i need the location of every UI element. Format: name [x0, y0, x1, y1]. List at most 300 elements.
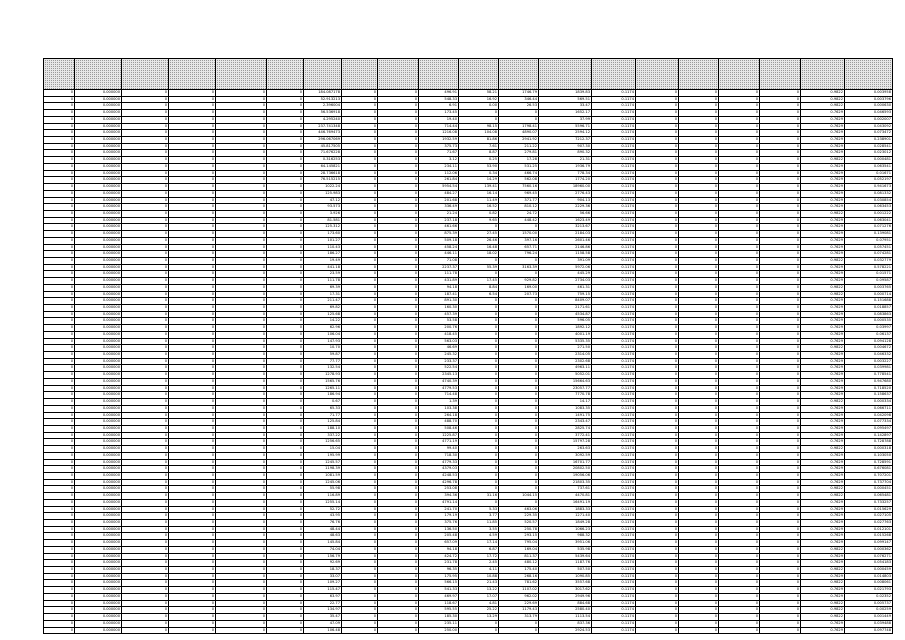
table-cell: 96.35 — [419, 567, 459, 574]
table-cell: 0 — [216, 526, 267, 533]
table-cell: 522.54 — [419, 365, 459, 372]
table-cell: 125.312 — [304, 224, 342, 231]
table-cell: 0 — [342, 331, 378, 338]
table-cell: 0 — [44, 392, 75, 399]
table-cell: 241.70 — [419, 506, 459, 513]
table-cell: 0.7629 — [801, 197, 845, 204]
table-cell: 0 — [169, 573, 216, 580]
table-cell: 229.69 — [499, 600, 539, 607]
table-cell: 0 — [342, 600, 378, 607]
table-cell: 0 — [342, 143, 378, 150]
table-cell: 0 — [636, 627, 679, 634]
table-cell: 0 — [44, 499, 75, 506]
table-cell: 0 — [44, 446, 75, 453]
table-row — [44, 533, 893, 540]
table-cell: 0 — [44, 553, 75, 560]
table-cell: 0 — [267, 533, 304, 540]
table-cell: 16.92 — [459, 96, 499, 103]
table-cell: 566.15 — [419, 580, 459, 587]
table-cell: 0 — [679, 90, 719, 97]
table-cell: 0 — [760, 526, 801, 533]
table-cell: 0 — [342, 224, 378, 231]
table-cell: 810.12 — [499, 204, 539, 211]
table-cell: 0 — [499, 479, 539, 486]
table-cell: 5335.35 — [539, 338, 592, 345]
table-cell: 1849.28 — [539, 520, 592, 527]
table-cell: 0 — [636, 318, 679, 325]
table-cell: 0.000000 — [75, 593, 122, 600]
table-cell: 0 — [679, 452, 719, 459]
table-cell: 0.1174 — [592, 264, 636, 271]
table-cell: 0 — [679, 291, 719, 298]
table-cell: 253.08 — [419, 486, 459, 493]
table-cell: 0 — [378, 392, 419, 399]
table-cell: 0 — [760, 130, 801, 137]
table-cell: 397.16 — [499, 237, 539, 244]
table-cell: 0 — [719, 298, 760, 305]
table-cell: 7212.37 — [539, 137, 592, 144]
table-cell: 0 — [499, 452, 539, 459]
table-cell: 33.07 — [304, 573, 342, 580]
table-cell: 0 — [636, 459, 679, 466]
table-cell: 0.000000 — [75, 163, 122, 170]
table-cell: 541.33 — [419, 587, 459, 594]
table-cell: 0 — [378, 452, 419, 459]
table-row — [44, 197, 893, 204]
table-cell: 0 — [216, 452, 267, 459]
table-cell: 0 — [44, 298, 75, 305]
table-cell: 463.06 — [499, 506, 539, 513]
table-cell: 0 — [44, 137, 75, 144]
table-cell: 0.947680 — [845, 378, 893, 385]
table-cell: 263.63 — [539, 446, 592, 453]
table-cell: 0.1174 — [592, 499, 636, 506]
table-cell: 0 — [760, 311, 801, 318]
table-cell: 16.48 — [459, 244, 499, 251]
table-cell: 0 — [760, 143, 801, 150]
table-cell: 0 — [679, 231, 719, 238]
table-cell: 0 — [679, 244, 719, 251]
table-cell: 94.18 — [419, 546, 459, 553]
table-cell: 0 — [169, 298, 216, 305]
table-cell: 0 — [267, 150, 304, 157]
table-row — [44, 305, 893, 312]
table-cell: 0 — [636, 264, 679, 271]
table-cell: 0 — [169, 553, 216, 560]
table-cell: 0 — [216, 298, 267, 305]
table-cell: 0 — [169, 278, 216, 285]
table-cell: 0 — [719, 278, 760, 285]
table-cell: 0 — [378, 271, 419, 278]
table-cell: 0 — [267, 123, 304, 130]
table-cell: 0 — [44, 157, 75, 164]
table-cell: 0 — [499, 325, 539, 332]
table-cell: 0 — [342, 533, 378, 540]
table-cell: 4470.81 — [539, 493, 592, 500]
table-cell: 0 — [459, 627, 499, 634]
table-cell: 0 — [760, 432, 801, 439]
table-cell: 0.1174 — [592, 103, 636, 110]
table-cell: 0 — [216, 432, 267, 439]
table-cell: 26.46 — [459, 237, 499, 244]
table-cell: 0 — [679, 110, 719, 117]
table-cell: 0 — [636, 251, 679, 258]
table-cell: 0 — [760, 446, 801, 453]
table-row — [44, 157, 893, 164]
table-cell: 52.72 — [304, 506, 342, 513]
table-cell: 0.1174 — [592, 278, 636, 285]
table-cell: 2594.12 — [539, 130, 592, 137]
table-header — [44, 59, 893, 90]
table-cell: 0 — [342, 506, 378, 513]
table-cell: 0 — [760, 103, 801, 110]
table-row — [44, 600, 893, 607]
table-cell: 0 — [267, 345, 304, 352]
table-cell: 0.7629 — [801, 587, 845, 594]
table-cell: 0 — [216, 513, 267, 520]
table-cell: 0 — [267, 358, 304, 365]
table-row — [44, 237, 893, 244]
data-table — [43, 58, 893, 634]
table-cell: 55.98 — [304, 486, 342, 493]
table-cell: 0 — [760, 224, 801, 231]
table-cell: 0 — [378, 620, 419, 627]
table-cell: 0.7629 — [801, 244, 845, 251]
table-cell: 0.000000 — [75, 432, 122, 439]
table-cell: 0.000000 — [75, 607, 122, 614]
table-row — [44, 150, 893, 157]
table-cell: 1245.57 — [304, 459, 342, 466]
table-cell: 296.067069 — [304, 137, 342, 144]
table-cell: 0 — [267, 331, 304, 338]
table-cell: 0 — [636, 553, 679, 560]
table-cell: 0 — [342, 217, 378, 224]
table-cell: 0 — [378, 116, 419, 123]
table-cell: 0 — [719, 224, 760, 231]
table-cell: 0 — [267, 546, 304, 553]
table-cell: 0 — [499, 338, 539, 345]
table-cell: 0 — [719, 520, 760, 527]
table-cell: 0 — [378, 567, 419, 574]
table-cell: 0 — [719, 90, 760, 97]
table-cell: 0.7629 — [801, 405, 845, 412]
table-cell: 0.728591 — [845, 459, 893, 466]
table-row — [44, 170, 893, 177]
table-cell: 0 — [760, 298, 801, 305]
table-cell: 0 — [719, 244, 760, 251]
table-cell: 0 — [760, 392, 801, 399]
table-cell: 35.47 — [304, 614, 342, 621]
table-cell: 0 — [760, 499, 801, 506]
table-cell: 0 — [122, 237, 169, 244]
table-cell: 0.9822 — [801, 493, 845, 500]
table-cell: 0.052197 — [845, 177, 893, 184]
table-row — [44, 103, 893, 110]
table-cell: 0 — [760, 184, 801, 191]
table-cell: 169.04 — [499, 546, 539, 553]
table-cell: 0.000000 — [75, 372, 122, 379]
table-cell: 0.081332 — [845, 190, 893, 197]
table-cell: 0 — [499, 405, 539, 412]
table-cell: 0.1174 — [592, 533, 636, 540]
table-cell: 0 — [169, 150, 216, 157]
table-cell: 0.000459 — [845, 567, 893, 574]
table-cell: 0 — [378, 378, 419, 385]
table-cell: 0 — [719, 573, 760, 580]
table-cell: 0 — [459, 620, 499, 627]
table-cell: 0 — [216, 305, 267, 312]
table-cell: 446.769473 — [304, 130, 342, 137]
table-cell: 76.76 — [304, 520, 342, 527]
table-cell: 0 — [44, 110, 75, 117]
table-cell: 21.24 — [419, 210, 459, 217]
table-cell: 0 — [267, 593, 304, 600]
table-cell: 0.9822 — [801, 96, 845, 103]
table-cell: 0.7629 — [801, 419, 845, 426]
table-cell: 0.000000 — [75, 331, 122, 338]
table-cell: 0.1174 — [592, 217, 636, 224]
table-cell: 0 — [267, 553, 304, 560]
table-cell: 0.7629 — [801, 425, 845, 432]
table-cell: 4771.19 — [419, 439, 459, 446]
table-cell: 0.9822 — [801, 399, 845, 406]
table-cell: 0 — [636, 392, 679, 399]
table-cell: 0 — [760, 163, 801, 170]
table-cell: 371.77 — [499, 197, 539, 204]
table-cell: 0.000000 — [75, 479, 122, 486]
table-cell: 16.52 — [459, 204, 499, 211]
table-cell: 0 — [342, 466, 378, 473]
table-cell: 0 — [216, 311, 267, 318]
table-cell: 0.000000 — [75, 600, 122, 607]
table-cell: 391.09 — [539, 257, 592, 264]
table-cell: 17.31 — [304, 291, 342, 298]
table-cell: 0 — [169, 123, 216, 130]
table-cell: 0.000000 — [75, 318, 122, 325]
table-cell: 0 — [679, 506, 719, 513]
table-cell: 0.000000 — [75, 184, 122, 191]
table-cell: 0.142897 — [845, 432, 893, 439]
table-cell: 5972.06 — [539, 264, 592, 271]
column-header — [760, 59, 801, 90]
table-cell: 250.78 — [499, 526, 539, 533]
table-cell: 0.1174 — [592, 513, 636, 520]
table-cell: 0.9822 — [801, 284, 845, 291]
table-cell: 0 — [342, 425, 378, 432]
table-cell: 0 — [44, 620, 75, 627]
table-cell: 110.43 — [304, 244, 342, 251]
table-cell: 21803.35 — [539, 479, 592, 486]
table-cell: 0 — [44, 331, 75, 338]
table-cell: 293.15 — [499, 533, 539, 540]
table-cell: 0 — [216, 520, 267, 527]
table-cell: 0.9822 — [801, 614, 845, 621]
table-cell: 0.9822 — [801, 567, 845, 574]
table-cell: 0 — [342, 627, 378, 634]
table-cell: 0 — [499, 486, 539, 493]
table-row — [44, 331, 893, 338]
table-cell: 0 — [216, 291, 267, 298]
table-cell: 3.12 — [419, 157, 459, 164]
table-cell: 0 — [122, 493, 169, 500]
table-cell: 0 — [169, 291, 216, 298]
table-row — [44, 486, 893, 493]
table-cell: 0 — [760, 580, 801, 587]
table-cell: 0 — [636, 385, 679, 392]
table-cell: 1187.76 — [539, 560, 592, 567]
table-cell: 0 — [267, 130, 304, 137]
table-cell: 0 — [679, 157, 719, 164]
table-cell: 0 — [378, 385, 419, 392]
table-cell: 0.1174 — [592, 311, 636, 318]
table-cell: 71.77 — [304, 412, 342, 419]
table-row — [44, 204, 893, 211]
table-cell: 0 — [216, 352, 267, 359]
table-cell: 0 — [169, 620, 216, 627]
table-body — [44, 90, 893, 634]
table-cell: 0 — [760, 197, 801, 204]
table-cell: 0.003958 — [845, 90, 893, 97]
table-cell: 0 — [459, 439, 499, 446]
table-cell: 0.7629 — [801, 298, 845, 305]
table-cell: 0 — [459, 392, 499, 399]
table-cell: 0 — [216, 244, 267, 251]
table-cell: 0 — [44, 184, 75, 191]
table-cell: 156.79 — [304, 553, 342, 560]
table-cell: 0 — [44, 90, 75, 97]
table-cell: 0 — [216, 567, 267, 574]
table-cell: 0.077334 — [845, 419, 893, 426]
table-cell: 0.023012 — [845, 150, 893, 157]
table-cell: 0.7629 — [801, 452, 845, 459]
table-cell: 0.7629 — [801, 479, 845, 486]
table-cell: 0 — [760, 237, 801, 244]
table-cell: 0 — [378, 352, 419, 359]
table-row — [44, 432, 893, 439]
table-cell: 0 — [378, 311, 419, 318]
table-cell: 3772.41 — [539, 432, 592, 439]
table-cell: 0 — [499, 352, 539, 359]
table-cell: 0 — [459, 446, 499, 453]
table-cell: 0 — [44, 607, 75, 614]
table-cell: 10.70 — [304, 345, 342, 352]
table-cell: 0 — [267, 405, 304, 412]
table-cell: 0.000000 — [75, 150, 122, 157]
table-cell: 0 — [760, 257, 801, 264]
table-cell: 0 — [342, 499, 378, 506]
table-cell: 0 — [342, 432, 378, 439]
table-cell: 0.000000 — [75, 305, 122, 312]
table-cell: 0.7629 — [801, 506, 845, 513]
table-cell: 0 — [679, 567, 719, 574]
table-cell: 0 — [267, 143, 304, 150]
table-cell: 2601.46 — [539, 237, 592, 244]
column-header — [216, 59, 267, 90]
table-cell: 15664.63 — [539, 378, 592, 385]
table-cell: 0 — [679, 251, 719, 258]
table-cell: 0 — [342, 607, 378, 614]
table-row — [44, 587, 893, 594]
table-cell: 20802.50 — [539, 466, 592, 473]
table-cell: 0.7629 — [801, 311, 845, 318]
table-cell: 0 — [267, 378, 304, 385]
table-cell: 0 — [636, 96, 679, 103]
table-cell: 0 — [679, 130, 719, 137]
table-cell: 2184.03 — [539, 231, 592, 238]
table-cell: 0.000000 — [75, 452, 122, 459]
table-cell: 0.1174 — [592, 184, 636, 191]
table-cell: 0 — [122, 520, 169, 527]
table-cell: 173.60 — [304, 231, 342, 238]
table-cell: 0.032779 — [845, 257, 893, 264]
table-cell: 0 — [459, 318, 499, 325]
table-row — [44, 372, 893, 379]
table-cell: 0 — [760, 472, 801, 479]
table-cell: 0 — [636, 607, 679, 614]
table-cell: 0 — [267, 472, 304, 479]
table-cell: 0.7629 — [801, 163, 845, 170]
table-cell: 0.1174 — [592, 620, 636, 627]
table-cell: 0.7629 — [801, 318, 845, 325]
table-cell: 0 — [378, 466, 419, 473]
table-cell: 0.7629 — [801, 526, 845, 533]
table-cell: 0.1174 — [592, 257, 636, 264]
table-cell: 0.000000 — [75, 486, 122, 493]
table-cell: 0 — [169, 157, 216, 164]
table-cell: 0 — [378, 237, 419, 244]
table-cell: 0 — [216, 96, 267, 103]
table-cell: 0.000000 — [75, 378, 122, 385]
table-cell: 0 — [719, 439, 760, 446]
table-cell: 0 — [44, 271, 75, 278]
table-cell: 0 — [636, 425, 679, 432]
table-cell: 125.983 — [304, 190, 342, 197]
column-header — [636, 59, 679, 90]
table-cell: 0 — [679, 116, 719, 123]
table-cell: 0 — [122, 311, 169, 318]
table-cell: 837.36 — [539, 620, 592, 627]
table-cell: 0 — [679, 305, 719, 312]
table-cell: 23.59 — [304, 271, 342, 278]
table-cell: 0 — [122, 627, 169, 634]
table-row — [44, 345, 893, 352]
table-cell: 0 — [679, 526, 719, 533]
table-cell: 0 — [216, 365, 267, 372]
table-cell: 2.45 — [459, 560, 499, 567]
table-cell: 0.000451 — [845, 486, 893, 493]
table-cell: 0 — [44, 573, 75, 580]
table-cell: 0 — [169, 244, 216, 251]
table-cell: 0 — [760, 190, 801, 197]
table-cell: 0 — [499, 365, 539, 372]
table-cell: 0 — [267, 587, 304, 594]
table-cell: 0.000000 — [75, 298, 122, 305]
table-cell: 0.103050 — [845, 452, 893, 459]
table-cell: 0 — [719, 271, 760, 278]
table-cell: 0 — [719, 412, 760, 419]
table-cell: 4779.33 — [419, 459, 459, 466]
table-cell: 0 — [636, 130, 679, 137]
table-cell: 0 — [459, 452, 499, 459]
table-cell: 250.00 — [419, 627, 459, 634]
table-cell: 0 — [378, 614, 419, 621]
table-cell: 0 — [267, 352, 304, 359]
table-cell: 0 — [499, 432, 539, 439]
table-cell: 0 — [636, 546, 679, 553]
table-cell: 0 — [499, 446, 539, 453]
table-cell: 0 — [216, 325, 267, 332]
table-cell: 0 — [679, 432, 719, 439]
